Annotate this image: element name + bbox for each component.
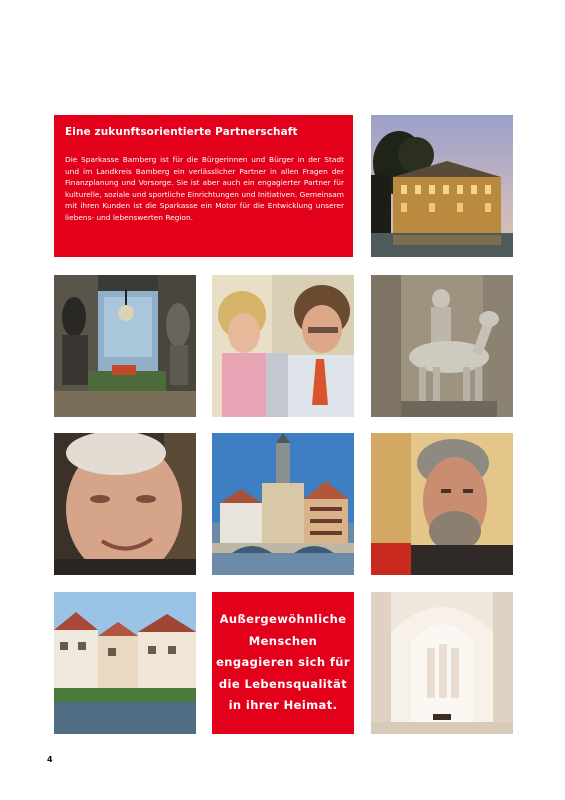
photo-older-man bbox=[54, 433, 196, 575]
photo-couple-portrait bbox=[212, 275, 354, 417]
photo-interior-statues bbox=[54, 275, 196, 417]
photo-castle-dusk bbox=[371, 115, 513, 257]
page-number: 4 bbox=[47, 755, 53, 764]
photo-church-interior bbox=[371, 592, 513, 734]
intro-body: Die Sparkasse Bamberg ist für die Bürgerinnen und Bürger in der Stadt und im Landkreis Bamberg ein verlässlicher Partner in allen Fragen der Finanzplanung und Vorsorge. Sie ist aber auch ein engagierter Partner für kulturelle, soziale und sportliche Einrichtungen und Initiativen. Gemeinsam mit ihren Kunden ist die Sparkasse ein Motor für die Entwicklung unserer liebens- und lebenswerten Region. bbox=[65, 155, 344, 222]
intro-heading: Eine zukunftsorientierte Partnerschaft bbox=[65, 126, 298, 138]
photo-bearded-man bbox=[371, 433, 513, 575]
photo-little-venice bbox=[54, 592, 196, 734]
slogan-box bbox=[212, 592, 354, 734]
photo-rider-statue bbox=[371, 275, 513, 417]
photo-old-town-hall bbox=[212, 433, 354, 575]
slogan-text: Außergewöhnliche Menschen engagieren sich für die Lebensqualität in ihrer Heimat. bbox=[216, 612, 350, 713]
intro-box bbox=[54, 115, 353, 257]
